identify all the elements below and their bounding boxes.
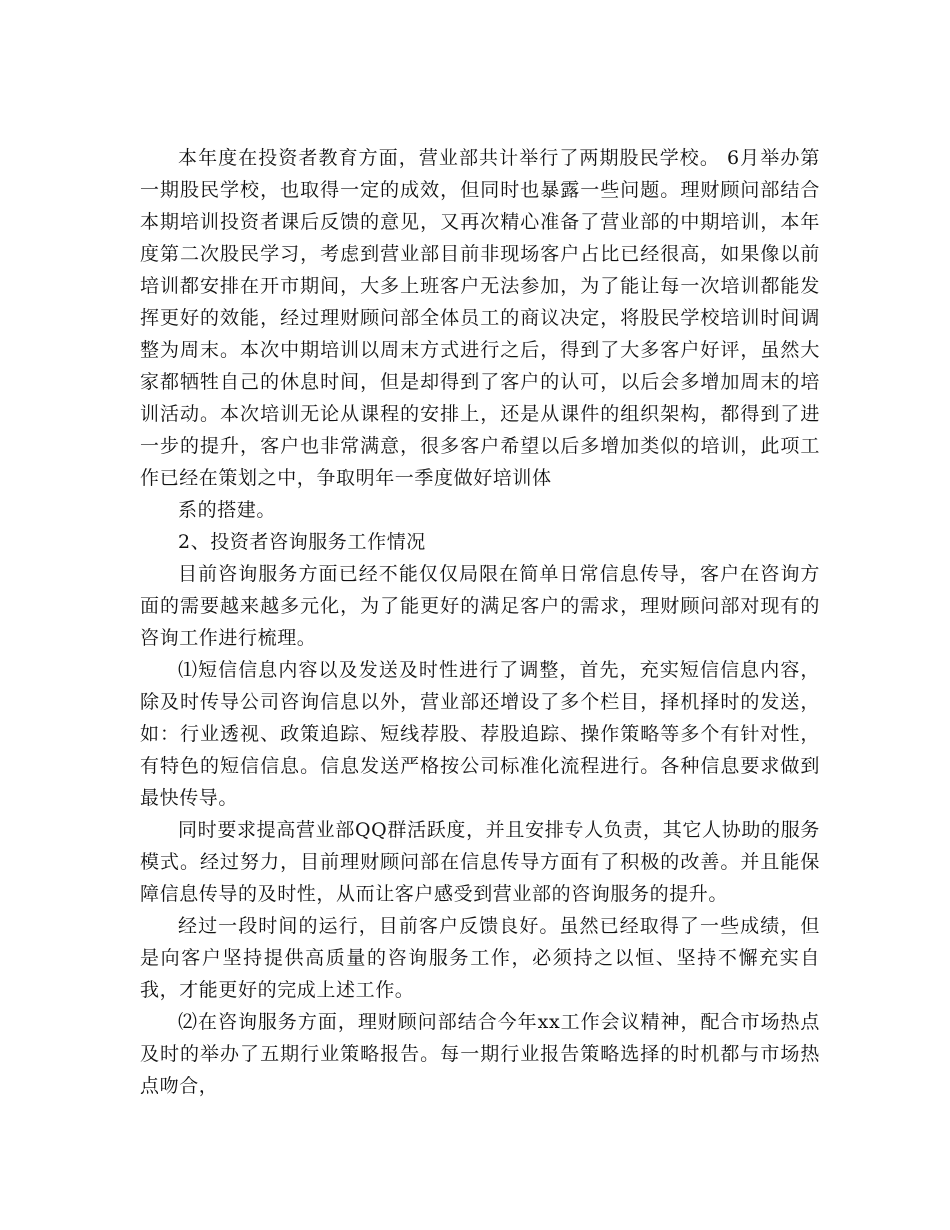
paragraph-investor-education: 本年度在投资者教育方面，营业部共计举行了两期股民学校。 6月举办第一期股民学校，也取得一定的成效，但同时也暴露一些问题。理财顾问部结合本期培训投资者课后反馈的意见，又再次精心准备了营业部的中期培训，本年度第二次股民学习，考虑到营业部目前非现场客户占比已经很高，如果像以前培训都安排在开市期间，大多上班客户无法参加，为了能让每一次培训都能发挥更好的效能，经过理财顾问部全体员工的商议决定，将股民学校培训时间调整为周末。本次中期培训以周末方式进行之后，得到了大多客户好评，虽然大家都牺牲自己的休息时间，但是却得到了客户的认可，以后会多增加周末的培训活动。本次培训无论从课程的安排上，还是从课件的组织架构，都得到了进一步的提升，客户也非常满意，很多客户希望以后多增加类似的培训，此项工作已经在策划之中，争取明年一季度做好培训体 [140,147,820,489]
paragraph-continuation: 系的搭建。 [178,499,277,521]
paragraph-consulting-intro: 目前咨询服务方面已经不能仅仅局限在简单日常信息传导，客户在咨询方面的需要越来越多元化，为了能更好的满足客户的需求，理财顾问部对现有的咨询工作进行梳理。 [140,563,820,649]
paragraph-sms-info: ⑴短信信息内容以及发送及时性进行了调整，首先，充实短信信息内容，除及时传导公司咨询信息以外，营业部还增设了多个栏目，择机择时的发送，如：行业透视、政策追踪、短线荐股、荐股追踪、操作策略等多个有针对性，有特色的短信信息。信息发送严格按公司标准化流程进行。各种信息要求做到最快传导。 [140,659,820,809]
paragraph-feedback: 经过一段时间的运行，目前客户反馈良好。虽然已经取得了一些成绩，但是向客户坚持提供高质量的咨询服务工作，必须持之以恒、坚持不懈充实自我，才能更好的完成上述工作。 [140,915,820,1001]
paragraph-industry-reports: ⑵在咨询服务方面，理财顾问部结合今年xx工作会议精神，配合市场热点及时的举办了五期行业策略报告。每一期行业报告策略选择的时机都与市场热点吻合， [140,1011,820,1097]
document-body [140,142,820,1102]
section-heading-consulting: 2、投资者咨询服务工作情况 [178,531,426,553]
paragraph-qq-group: 同时要求提高营业部QQ群活跃度，并且安排专人负责，其它人协助的服务模式。经过努力，目前理财顾问部在信息传导方面有了积极的改善。并且能保障信息传导的及时性，从而让客户感受到营业部的咨询服务的提升。 [140,819,820,905]
